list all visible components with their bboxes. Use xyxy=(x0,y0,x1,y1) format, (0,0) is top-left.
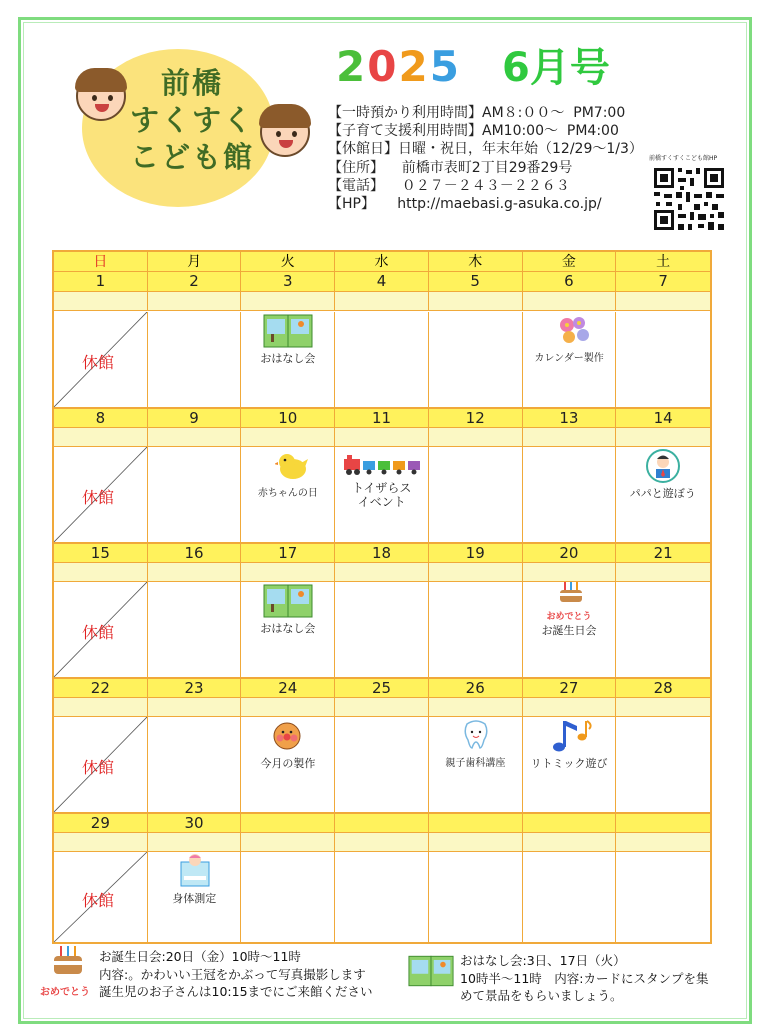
weekday-header xyxy=(54,252,710,272)
issue-title: 6月号 xyxy=(502,45,610,91)
picture-book-icon xyxy=(263,584,313,618)
day-number: 20 xyxy=(523,544,617,563)
day-number: 16 xyxy=(148,544,242,563)
info-homepage[interactable]: 【HP】 http://maebasi.g-asuka.co.jp/ xyxy=(328,196,602,213)
day-number: 21 xyxy=(653,544,673,562)
day-cell xyxy=(429,582,523,677)
day-cell xyxy=(148,447,242,542)
info-hours-care: 【一時預かり利用時間】AM８:００〜 PM7:00 xyxy=(328,105,626,121)
closed-label: 休館 xyxy=(82,353,115,372)
day-number: 17 xyxy=(241,544,335,563)
birthday-cake-icon xyxy=(50,944,86,976)
event-label: 赤ちゃんの日 xyxy=(257,488,318,499)
day-number: 19 xyxy=(429,544,523,563)
info-address: 【住所】 前橋市表町2丁目29番29号 xyxy=(328,159,573,176)
weekday-sun: 日 xyxy=(54,252,148,272)
day-cell xyxy=(523,852,617,942)
story-time-line: めて景品をもらいましょう。 xyxy=(460,988,623,1003)
day-cell xyxy=(148,717,242,812)
child-face-icon xyxy=(76,71,126,121)
tooth-icon xyxy=(459,718,493,752)
weekday-tue: 火 xyxy=(241,252,335,272)
event-label: お誕生日会 xyxy=(541,624,597,637)
day-number: 6 xyxy=(523,272,617,291)
birthday-info-line: お誕生日会:20日（金）10時～11時 xyxy=(99,949,301,964)
event-label-line2: イベント xyxy=(357,495,406,509)
closed-label: 休館 xyxy=(82,488,115,507)
birthday-badge: おめでとう xyxy=(40,987,90,998)
event-label-line1: トイザらス xyxy=(351,481,412,495)
event-label: 親子歯科講座 xyxy=(445,758,506,769)
weekday-fri: 金 xyxy=(523,252,617,272)
story-time-line: 10時半～11時 内容:カードにスタンプを集 xyxy=(460,970,709,986)
day-cell xyxy=(429,717,523,812)
chick-icon xyxy=(275,451,309,481)
day-cell xyxy=(241,447,335,542)
day-cell xyxy=(335,582,429,677)
event-label: パパと遊ぼう xyxy=(629,487,696,500)
event-label: おはなし会 xyxy=(260,622,316,635)
day-number: 27 xyxy=(523,679,617,698)
closed-day-cell xyxy=(54,312,148,407)
day-number: 13 xyxy=(523,409,617,428)
day-cell xyxy=(335,447,429,542)
info-block xyxy=(328,104,643,213)
flowers-icon xyxy=(555,315,593,345)
info-phone: 【電話】 ０２７－２４３－２２６３ xyxy=(328,177,570,194)
closed-label: 休館 xyxy=(82,758,115,777)
day-cell xyxy=(335,717,429,812)
info-closed-days: 【休館日】日曜・祝日，年末年始（12/29〜1/3） xyxy=(328,141,643,158)
week-row xyxy=(54,677,710,812)
day-number: 12 xyxy=(429,409,523,428)
qr-code-icon[interactable] xyxy=(652,166,726,232)
day-number: 8 xyxy=(54,409,148,428)
day-number: 10 xyxy=(241,409,335,428)
event-label: カレンダー製作 xyxy=(534,353,604,364)
logo-title: 前橋 すくすく こども館 xyxy=(129,66,254,174)
day-number: 7 xyxy=(658,272,668,290)
day-cell xyxy=(616,447,710,542)
birthday-info-line: 内容:。かわいい王冠をかぶって写真撮影します xyxy=(99,966,366,982)
toy-train-icon xyxy=(343,455,421,475)
day-number: 30 xyxy=(148,814,242,833)
day-cell xyxy=(523,582,617,677)
day-number: 22 xyxy=(54,679,148,698)
story-time-info xyxy=(460,952,709,1005)
year-digit: 2 xyxy=(398,42,428,91)
week-row xyxy=(54,407,710,542)
day-cell xyxy=(429,312,523,407)
day-number xyxy=(335,814,429,833)
event-label: 今月の製作 xyxy=(260,757,316,770)
day-number: 23 xyxy=(148,679,242,698)
day-cell xyxy=(523,447,617,542)
birthday-cake-icon xyxy=(557,582,585,604)
anpanman-face-icon xyxy=(273,722,301,750)
day-number: 15 xyxy=(54,544,148,563)
day-number xyxy=(241,814,335,833)
birthday-badge: おめでとう xyxy=(546,612,592,622)
day-cell xyxy=(148,852,242,942)
picture-book-icon xyxy=(408,955,454,987)
day-cell xyxy=(241,312,335,407)
day-number: 5 xyxy=(429,272,523,291)
event-label: 身体測定 xyxy=(172,892,217,905)
year-digit: 0 xyxy=(367,42,397,91)
qr-label: 前橋すくすくこども館HP xyxy=(649,155,718,162)
day-number: 2 xyxy=(148,272,242,291)
week-row xyxy=(54,812,710,942)
father-day-badge-icon xyxy=(642,449,684,483)
day-number: 1 xyxy=(54,272,148,291)
closed-label: 休館 xyxy=(82,623,115,642)
day-cell xyxy=(241,582,335,677)
closed-label: 休館 xyxy=(82,891,115,910)
logo xyxy=(70,45,280,205)
day-number: 25 xyxy=(335,679,429,698)
day-number: 29 xyxy=(54,814,148,833)
day-number: 18 xyxy=(335,544,429,563)
year-digit: 5 xyxy=(429,42,459,91)
week-row xyxy=(54,542,710,677)
child-face-icon xyxy=(260,107,310,157)
weekday-mon: 月 xyxy=(148,252,242,272)
weekday-thu: 木 xyxy=(429,252,523,272)
closed-day-cell xyxy=(54,717,148,812)
day-cell xyxy=(335,852,429,942)
day-cell xyxy=(148,582,242,677)
day-number xyxy=(429,814,523,833)
height-measure-icon xyxy=(180,852,210,888)
day-number: 26 xyxy=(429,679,523,698)
calendar xyxy=(52,250,712,944)
birthday-info xyxy=(99,948,373,1001)
day-number: 9 xyxy=(148,409,242,428)
music-notes-icon xyxy=(549,717,593,755)
day-cell xyxy=(241,852,335,942)
day-number xyxy=(616,814,710,833)
closed-day-cell xyxy=(54,852,148,942)
year-title xyxy=(336,42,459,92)
day-cell xyxy=(616,312,710,407)
year-digit: 2 xyxy=(336,42,366,91)
day-cell xyxy=(148,312,242,407)
event-label: リトミック遊び xyxy=(530,757,608,770)
day-number: 14 xyxy=(653,409,673,427)
day-number xyxy=(523,814,617,833)
day-number: 4 xyxy=(335,272,429,291)
closed-day-cell xyxy=(54,447,148,542)
day-cell xyxy=(429,447,523,542)
story-time-line: おはなし会:3日、17日（火） xyxy=(460,953,626,968)
info-hours-support: 【子育て支援利用時間】AM10:00〜 PM4:00 xyxy=(328,123,619,140)
day-cell xyxy=(335,312,429,407)
event-label: おはなし会 xyxy=(260,352,316,365)
day-number: 3 xyxy=(241,272,335,291)
day-cell xyxy=(616,717,710,812)
weekday-wed: 水 xyxy=(335,252,429,272)
day-cell xyxy=(241,717,335,812)
day-number: 24 xyxy=(241,679,335,698)
day-cell xyxy=(523,312,617,407)
picture-book-icon xyxy=(263,314,313,348)
birthday-info-line: 誕生児のお子さんは10:15までにご来館ください xyxy=(99,984,373,999)
day-number: 11 xyxy=(335,409,429,428)
day-cell xyxy=(429,852,523,942)
closed-day-cell xyxy=(54,582,148,677)
week-row xyxy=(54,272,710,407)
weekday-sat: 土 xyxy=(656,254,671,270)
day-cell xyxy=(616,582,710,677)
day-cell xyxy=(523,717,617,812)
day-cell xyxy=(616,852,710,942)
day-number: 28 xyxy=(653,679,673,697)
